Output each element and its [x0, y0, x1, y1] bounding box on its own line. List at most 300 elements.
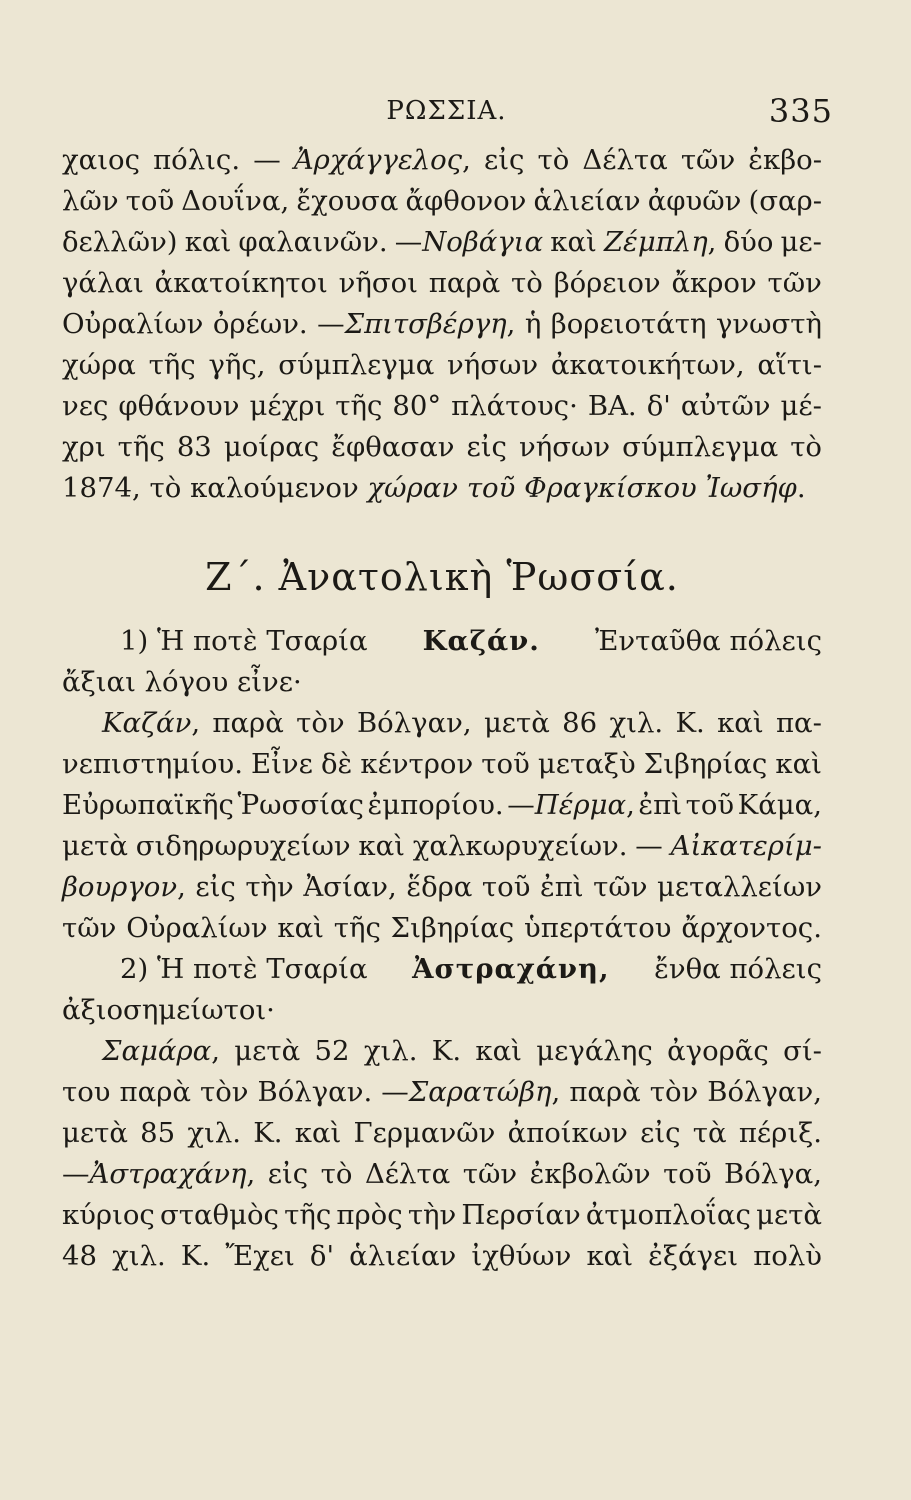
word — [638, 785, 682, 826]
text: πα- — [775, 707, 822, 739]
text: γάλαι — [62, 267, 144, 299]
text: καὶ — [475, 1035, 522, 1067]
word — [524, 468, 697, 509]
text-line — [62, 908, 822, 949]
word — [753, 1236, 822, 1277]
text: ἁλιείαν — [533, 185, 641, 217]
word — [365, 1154, 450, 1195]
word — [237, 785, 363, 826]
italic-text: τοῦ — [466, 472, 516, 504]
text-line — [62, 1236, 822, 1277]
text: τῶν — [62, 912, 117, 944]
word — [647, 386, 671, 427]
word — [149, 345, 196, 386]
italic-text: Ἀρχάγγελος — [293, 144, 463, 176]
word — [648, 181, 742, 222]
text: 85 — [140, 1117, 176, 1149]
text: τὸν — [296, 707, 345, 739]
text: εἰς — [483, 144, 525, 176]
word — [258, 1072, 373, 1113]
word — [62, 345, 136, 386]
text: Βόλγαν, — [707, 1076, 822, 1108]
word — [381, 1072, 560, 1113]
text: Σιβηρίας — [643, 748, 768, 780]
word — [224, 427, 319, 468]
word — [177, 427, 212, 468]
text: νες — [62, 390, 109, 422]
text: δ' — [309, 1240, 335, 1272]
italic-text: Ἀστραχάνη — [89, 1158, 247, 1190]
word — [225, 1236, 294, 1277]
text: 80° — [392, 390, 442, 422]
word — [62, 1236, 97, 1277]
word — [187, 1113, 241, 1154]
word — [234, 1031, 300, 1072]
astrakhan-title: Ἀστραχάνη, — [412, 953, 610, 985]
text-line — [62, 1113, 822, 1154]
word — [349, 1236, 456, 1277]
text: εἰς — [466, 431, 507, 463]
word — [310, 1236, 334, 1277]
text: ἐπὶ — [638, 789, 683, 821]
text: κύριος — [62, 1199, 155, 1231]
word — [321, 744, 352, 785]
word — [245, 867, 293, 908]
text: καὶ — [277, 912, 324, 944]
word — [62, 826, 128, 867]
kazan-intro-suffix: Ἐνταῦθα πόλεις — [594, 625, 822, 657]
text: ἁλιείαν — [349, 1240, 457, 1272]
text: — — [381, 1076, 409, 1108]
text: τῆς — [333, 912, 381, 944]
word — [315, 1031, 350, 1072]
word — [663, 1154, 712, 1195]
word — [781, 222, 822, 263]
kazan-list — [62, 703, 822, 949]
text: ἀκατοίκητοι — [154, 267, 328, 299]
word — [640, 1113, 680, 1154]
text: Βόλγαν. — [257, 1076, 373, 1108]
text: σύμπλεγμα — [622, 431, 779, 463]
italic-text: Πέρμα — [534, 789, 627, 821]
astrakhan-intro-line — [62, 949, 822, 990]
italic-text: Ἰωσήφ — [705, 472, 797, 504]
text: Δέλτα — [364, 1158, 451, 1190]
text-line — [62, 181, 822, 222]
word — [536, 1031, 652, 1072]
italic-text: Σαμάρα — [102, 1035, 212, 1067]
word — [62, 140, 140, 181]
word — [317, 304, 515, 345]
word — [250, 386, 326, 427]
word — [525, 304, 541, 345]
word — [253, 140, 281, 181]
word — [604, 222, 716, 263]
text: δύο — [723, 226, 774, 258]
word — [200, 1072, 249, 1113]
running-head — [60, 92, 833, 132]
text: τὸ — [320, 1158, 353, 1190]
word — [586, 1236, 633, 1277]
text: Οὐραλίων — [126, 912, 268, 944]
text: τοῦ — [125, 185, 175, 217]
text: παρὰ — [428, 267, 501, 299]
text: ὑπερτάτου — [524, 912, 672, 944]
word — [62, 744, 243, 785]
text: τὸ — [149, 472, 182, 504]
kazan-intro-prefix: 1) Ἡ ποτὲ Τσαρία — [120, 625, 368, 657]
kazan-title: Καζάν. — [422, 625, 540, 657]
text: τὴν — [245, 871, 294, 903]
word — [533, 181, 640, 222]
text: μέ- — [780, 390, 822, 422]
word — [724, 222, 774, 263]
word — [432, 1031, 461, 1072]
text: γῆς, — [208, 349, 266, 381]
word — [62, 1154, 255, 1195]
text: — — [253, 144, 281, 176]
word — [354, 1113, 496, 1154]
word — [160, 1195, 279, 1236]
text: , — [246, 1158, 256, 1190]
text: τὸ — [790, 431, 822, 463]
italic-text: Καζάν — [102, 707, 192, 739]
text: του — [62, 1076, 111, 1108]
text: Δουΐνα, — [181, 185, 290, 217]
word — [150, 468, 182, 509]
word — [367, 468, 458, 509]
word — [588, 386, 637, 427]
text: καὶ — [294, 1117, 342, 1149]
word — [62, 468, 141, 509]
text: δ' — [646, 390, 671, 422]
word — [582, 140, 667, 181]
text-line — [62, 304, 822, 345]
italic-text: Φραγκίσκου — [524, 472, 697, 504]
text: τὸν — [649, 1076, 699, 1108]
word — [102, 1031, 220, 1072]
word — [738, 785, 822, 826]
text: — — [635, 830, 663, 862]
body-text — [62, 140, 822, 1277]
text: τῆς — [284, 1199, 332, 1231]
word — [748, 181, 822, 222]
text: χαιος — [62, 144, 140, 176]
text: τοῦ — [481, 871, 531, 903]
word — [392, 386, 441, 427]
word — [776, 703, 822, 744]
text: γνωστὴ — [715, 308, 822, 340]
word — [296, 181, 398, 222]
word — [391, 908, 515, 949]
text: . — [796, 472, 806, 504]
text: νῆσοι — [338, 267, 418, 299]
word — [551, 304, 707, 345]
text: Κ. — [431, 1035, 462, 1067]
word — [195, 867, 235, 908]
word — [367, 785, 503, 826]
text: — — [394, 226, 423, 258]
text: τοῦ — [685, 789, 735, 821]
word — [507, 785, 635, 826]
text: σί- — [783, 1035, 822, 1067]
text: βόρειον — [553, 267, 661, 299]
word — [475, 1031, 522, 1072]
word — [562, 703, 597, 744]
text: ἐξάγει — [648, 1240, 739, 1272]
text: Δέλτα — [582, 144, 668, 176]
word — [294, 140, 471, 181]
text: μετὰ — [62, 830, 128, 862]
text: μεταξὺ — [537, 748, 636, 780]
text: Ῥωσσίας — [237, 789, 364, 821]
text: ἔχουσα — [296, 185, 399, 217]
text: ἔφθασαν — [331, 431, 455, 463]
text: μεγάλης — [536, 1035, 653, 1067]
word — [593, 867, 647, 908]
text: Οὐραλίων — [62, 308, 204, 340]
text: ἀποίκων — [507, 1117, 628, 1149]
text: Βόλγα, — [724, 1158, 822, 1190]
text: μετὰ — [62, 1117, 128, 1149]
word — [413, 826, 628, 867]
text: λῶν — [62, 185, 119, 217]
word — [213, 304, 308, 345]
text: τὸ — [537, 144, 570, 176]
text: (σαρ- — [748, 185, 822, 217]
text: παρὰ — [119, 1076, 191, 1108]
text: τοῦ — [481, 748, 530, 780]
word — [339, 263, 418, 304]
text: ἀφυῶν — [647, 185, 742, 217]
text-line — [62, 867, 822, 908]
text: Εἶνε — [251, 748, 313, 780]
word — [610, 703, 664, 744]
text: τῆς — [335, 390, 383, 422]
word — [284, 1195, 331, 1236]
word — [783, 1031, 822, 1072]
word — [671, 826, 822, 867]
text: — — [62, 1158, 90, 1190]
word — [296, 703, 345, 744]
word — [461, 1195, 580, 1236]
text: τὰ — [692, 1117, 727, 1149]
text: εἰς — [640, 1117, 681, 1149]
word — [681, 908, 822, 949]
text-line — [62, 1031, 822, 1072]
word — [748, 140, 822, 181]
word — [62, 427, 106, 468]
word — [471, 1236, 571, 1277]
text: χώρα — [62, 349, 136, 381]
text: ἄκρον — [671, 267, 757, 299]
running-title: ΡΩΣΣΙΑ. — [386, 96, 507, 126]
word — [484, 140, 524, 181]
word — [126, 181, 175, 222]
text: σταθμὸς — [160, 1199, 279, 1231]
word — [277, 908, 324, 949]
word — [482, 867, 531, 908]
word — [650, 1072, 699, 1113]
word — [724, 1154, 822, 1195]
text: , — [626, 789, 635, 821]
text: ἀκατοικήτων, — [550, 349, 745, 381]
paragraph-kazan — [62, 621, 822, 949]
text: ἐπὶ — [539, 871, 584, 903]
text: , — [177, 871, 186, 903]
word — [481, 744, 530, 785]
text: καὶ — [586, 1240, 633, 1272]
word — [447, 345, 538, 386]
astrakhan-intro-suffix: ἔνθα πόλεις — [654, 953, 822, 985]
italic-text: Σαρατώβη — [408, 1076, 552, 1108]
word — [357, 703, 472, 744]
text: τὸ — [511, 267, 543, 299]
word — [622, 427, 778, 468]
text: ἄφθονον — [405, 185, 527, 217]
text: βορειοτάτη — [550, 308, 707, 340]
text: αἵτι- — [757, 349, 822, 381]
text: , — [191, 707, 201, 739]
word — [364, 1031, 418, 1072]
text-line — [62, 263, 822, 304]
word — [181, 1236, 210, 1277]
text: Σιβηρίας — [390, 912, 515, 944]
text: δελλῶν) — [62, 226, 178, 258]
text: , — [462, 144, 471, 176]
word — [155, 263, 328, 304]
word — [717, 703, 764, 744]
text: ἡ — [524, 308, 542, 340]
word — [467, 427, 507, 468]
text-line — [62, 826, 822, 867]
text: χιλ. — [609, 707, 664, 739]
text-line — [62, 345, 822, 386]
word — [768, 263, 822, 304]
text: εἰς — [267, 1158, 309, 1190]
text: καὶ — [717, 707, 764, 739]
text: αὐτῶν — [680, 390, 771, 422]
text: φθάνουν — [118, 390, 240, 422]
word — [429, 263, 500, 304]
text-line — [62, 386, 822, 427]
word — [278, 345, 434, 386]
text: πέριξ. — [738, 1117, 822, 1149]
text: πλάτους· — [451, 390, 578, 422]
word — [538, 140, 570, 181]
paragraph-astrakhan — [62, 949, 822, 1277]
word — [757, 345, 822, 386]
text: τῶν — [680, 144, 736, 176]
kazan-intro-line — [62, 621, 822, 662]
text: με- — [780, 226, 822, 258]
text: , — [211, 1035, 220, 1067]
word — [62, 908, 116, 949]
italic-text: Νοβάγια — [422, 226, 544, 258]
text: ἐμπορίου. — [367, 789, 504, 821]
word — [212, 703, 283, 744]
word — [635, 826, 663, 867]
word — [538, 744, 636, 785]
text: — — [317, 308, 345, 340]
word — [530, 1154, 651, 1195]
word — [62, 785, 234, 826]
word — [208, 345, 265, 386]
word — [406, 867, 472, 908]
word — [62, 222, 178, 263]
word — [790, 427, 822, 468]
word — [62, 1113, 128, 1154]
astrakhan-intro-prefix: 2) Ἡ ποτὲ Τσαρία — [120, 953, 368, 985]
word — [120, 1072, 191, 1113]
text: τῆς — [117, 431, 165, 463]
text: Βόλγαν, — [356, 707, 472, 739]
word — [644, 744, 768, 785]
word — [102, 703, 200, 744]
word — [781, 386, 822, 427]
text-line — [62, 1195, 822, 1236]
word — [756, 1195, 822, 1236]
text: , — [506, 308, 516, 340]
text: τῶν — [767, 267, 822, 299]
text: κέντρον — [360, 748, 474, 780]
text: παρὰ — [212, 707, 284, 739]
word — [716, 304, 822, 345]
word — [484, 703, 550, 744]
text: πρὸς — [336, 1199, 403, 1231]
word — [360, 744, 473, 785]
text: πόλις. — [153, 144, 241, 176]
word — [335, 386, 382, 427]
word — [739, 1113, 822, 1154]
text: Γερμανῶν — [353, 1117, 496, 1149]
text: 48 — [62, 1240, 97, 1272]
word — [550, 222, 597, 263]
word — [554, 263, 661, 304]
text-line — [62, 785, 822, 826]
italic-text: βουργον — [62, 871, 178, 903]
word — [251, 744, 313, 785]
italic-text: Ζέμπλη — [603, 226, 708, 258]
astrakhan-list — [62, 1031, 822, 1277]
word — [707, 1072, 822, 1113]
word — [126, 908, 267, 949]
word — [62, 867, 186, 908]
text: μετὰ — [234, 1035, 301, 1067]
word — [551, 345, 745, 386]
text: ἄρχοντος. — [681, 912, 822, 944]
text: σιδηρωρυχείων — [135, 830, 351, 862]
text: Ἔχει — [225, 1240, 295, 1272]
text: χαλκωρυχείων. — [412, 830, 628, 862]
text: χιλ. — [363, 1035, 418, 1067]
text: εἰς — [195, 871, 236, 903]
text: μετὰ — [483, 707, 550, 739]
text: , — [551, 1076, 561, 1108]
text: τὸν — [199, 1076, 249, 1108]
word — [524, 908, 671, 949]
astrakhan-intro-line-2: ἀξιοσημείωτοι· — [62, 994, 275, 1026]
text: χιλ. — [112, 1240, 166, 1272]
text-line — [62, 1154, 822, 1195]
text: ἕδρα — [406, 871, 473, 903]
text: φαλαινῶν. — [238, 226, 388, 258]
word — [693, 1113, 727, 1154]
text: τῶν — [593, 871, 648, 903]
text: τὴν — [407, 1199, 457, 1231]
text: καὶ — [184, 226, 232, 258]
word — [62, 181, 119, 222]
